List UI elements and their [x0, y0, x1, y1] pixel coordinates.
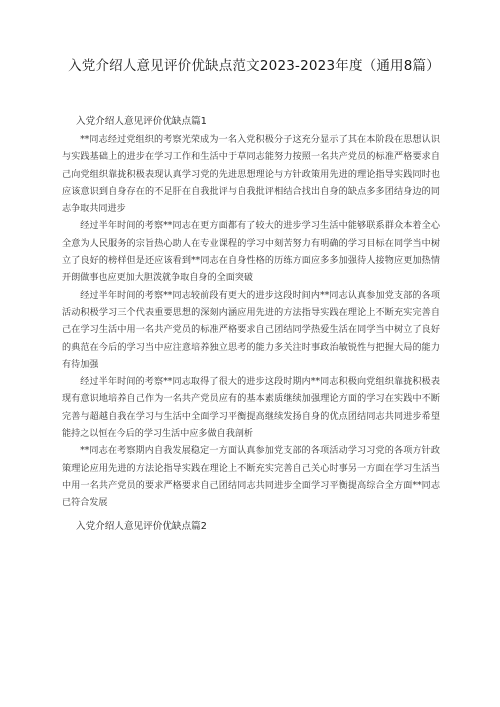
section-heading: 入党介绍人意见评价优缺点篇1 [76, 116, 207, 127]
paragraph: **同志在考察期内自我发展稳定一方面认真参加党支部的各项活动学习习党的各项方针政策理论应用先进的方法论指导实践在理论上不断充实完善自己关心时事另一方面在学习生活当中用一名共产党员的要求严格要求自己团结同志共同进步全面学习平衡提高综合全方面**同志已符合发展 [62, 446, 440, 509]
paragraph: **同志经过党组织的考察光荣成为一名入党积极分子这充分显示了其在本阶段在思想认识与实践基础上的进步在学习工作和生活中于草同志能努力按照一名共产党员的标准严格要求自己向党组织靠拢积极表现认真学习党的先进思想理论与方针政策用先进的理论指导实践同时也应该意识到自身存在的不足肝在自我批评与自我批评相结合找出自身的缺点多多团结身边的同志争取共同进步 [62, 135, 440, 215]
document-body [62, 114, 440, 537]
document-title: 入党介绍人意见评价优缺点范文2023-2023年度（通用8篇） [68, 58, 440, 74]
paragraph: 经过半年时间的考察**同志在更方面都有了较大的进步学习生活中能够联系群众本着全心全意为人民服务的宗旨热心助人在专业课程的学习中刻苦努力有明确的学习目标在同学当中树立了良好的榜样但是还应该看到**同志在自身性格的历练方面应多多加强待人接物应更加热情开朗做事也应更加大胆泼就争取自身的全面突破 [62, 221, 440, 284]
paragraph: 经过半年时间的考察**同志较前段有更大的进步这段时间内**同志认真参加党支部的各项活动积极学习三个代表重要思想的深刻内涵应用先进的方法指导实践在理论上不断充实完善自己在学习生活中用一名共产党员的标准严格要求自己团结同学热爱生活在同学当中树立了良好的典范在今后的学习当中应注意培养独立思考的能力多关注时事政治敏锐性与把握大局的能力有待加强 [62, 290, 440, 370]
paragraph: 经过半年时间的考察**同志取得了很大的进步这段时期内**同志积极向党组织靠拢积极表现有意识地培养自己作为一名共产党员应有的基本素质继续加强理论方面的学习在实践中不断完善与超越自我在学习与生活中全面学习平衡提高继续发扬自身的优点团结同志共同进步希望能持之以恒在今后的学习生活中应多做自我剖析 [62, 377, 440, 440]
section-heading: 入党介绍人意见评价优缺点篇2 [76, 520, 207, 532]
